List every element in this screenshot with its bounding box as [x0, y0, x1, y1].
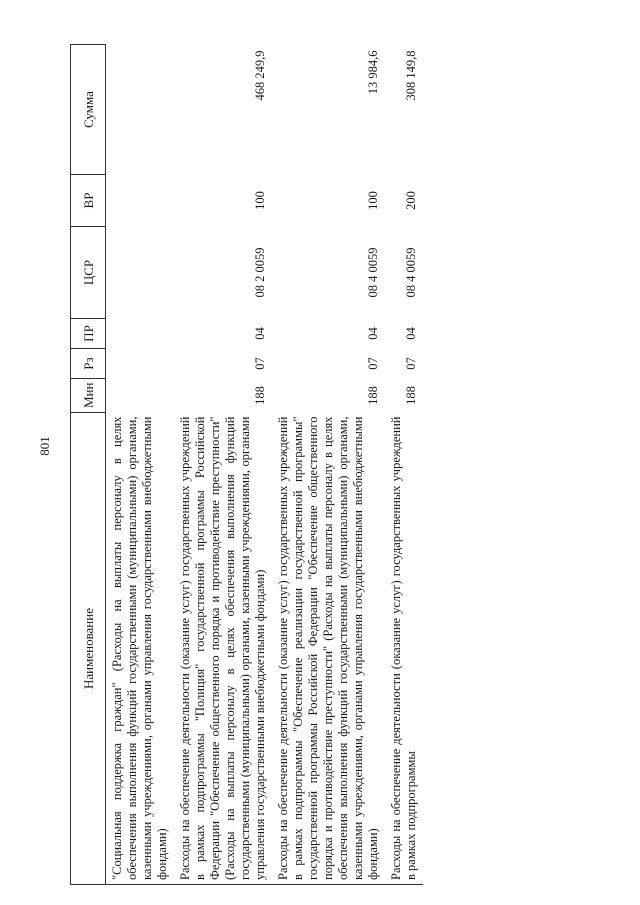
row-min — [106, 379, 175, 413]
row-sum: 13 984,6 — [366, 50, 380, 95]
row-rz: 07 — [253, 357, 267, 370]
table-row — [106, 45, 175, 885]
table-row — [272, 45, 385, 885]
row-name: Расходы на обеспечение деятельности (оказание услуг) государственных учреждений в рамках подпрограммы "Полиция" государственной программы Российской Федерации "Обеспечение общественного порядка и противодействие преступности" (Расходы на выплаты персоналу в целях обеспечения выполнения функций государственными (муниципальными) органами, казенными учреждениями, органами управления государственными внебюджетными фондами) — [174, 413, 272, 885]
header-rz: Рз — [71, 349, 106, 379]
row-pr: 04 — [366, 327, 380, 340]
row-name: Расходы на обеспечение деятельности (оказание услуг) государственных учреждений в рамках подпрограммы — [385, 413, 423, 885]
budget-table — [70, 44, 423, 885]
row-min: 188 — [366, 386, 380, 405]
row-name: Расходы на обеспечение деятельности (оказание услуг) государственных учреждений в рамках подпрограммы "Обеспечение реализации государственной программы" государственной программы Российской Федерации "Обеспечение общественного порядка и противодействие преступности" (Расходы на выплаты персоналу в целях обеспечения выполнения функций государственными (муниципальными) органами, казенными учреждениями, органами управления государственными внебюджетными фондами) — [272, 413, 385, 885]
header-vr: ВР — [71, 175, 106, 227]
table-row — [385, 45, 423, 885]
header-name: Наименование — [71, 413, 106, 885]
row-vr — [106, 175, 175, 227]
row-sum: 308 149,8 — [404, 50, 418, 101]
row-rz: 07 — [366, 357, 380, 370]
row-rz: 07 — [404, 357, 418, 370]
row-min: 188 — [253, 386, 267, 405]
row-csr — [106, 227, 175, 319]
row-rz — [106, 349, 175, 379]
table-header-row — [71, 45, 106, 885]
row-csr: 08 4 0059 — [404, 247, 418, 298]
row-vr: 100 — [253, 191, 267, 210]
row-pr: 04 — [404, 327, 418, 340]
row-pr: 04 — [253, 327, 267, 340]
header-sum: Сумма — [71, 45, 106, 175]
row-vr: 100 — [366, 191, 380, 210]
header-csr: ЦСР — [71, 227, 106, 319]
row-csr: 08 4 0059 — [366, 247, 380, 298]
row-name: "Социальная поддержка граждан" (Расходы на выплаты персоналу в целях обеспечения выполнения функций государственными (муниципальными) органами, казенными учреждениями, органами управления государственными внебюджетными фондами) — [106, 413, 175, 885]
row-csr: 08 2 0059 — [253, 247, 267, 298]
row-vr: 200 — [404, 191, 418, 210]
header-min: Мин — [71, 379, 106, 413]
row-min: 188 — [404, 386, 418, 405]
table-row — [174, 45, 272, 885]
row-pr — [106, 319, 175, 349]
row-sum: 468 249,9 — [253, 50, 267, 101]
row-sum — [106, 45, 175, 175]
page-number: 801 — [37, 436, 52, 456]
header-pr: ПР — [71, 319, 106, 349]
budget-table-frame — [70, 45, 590, 885]
